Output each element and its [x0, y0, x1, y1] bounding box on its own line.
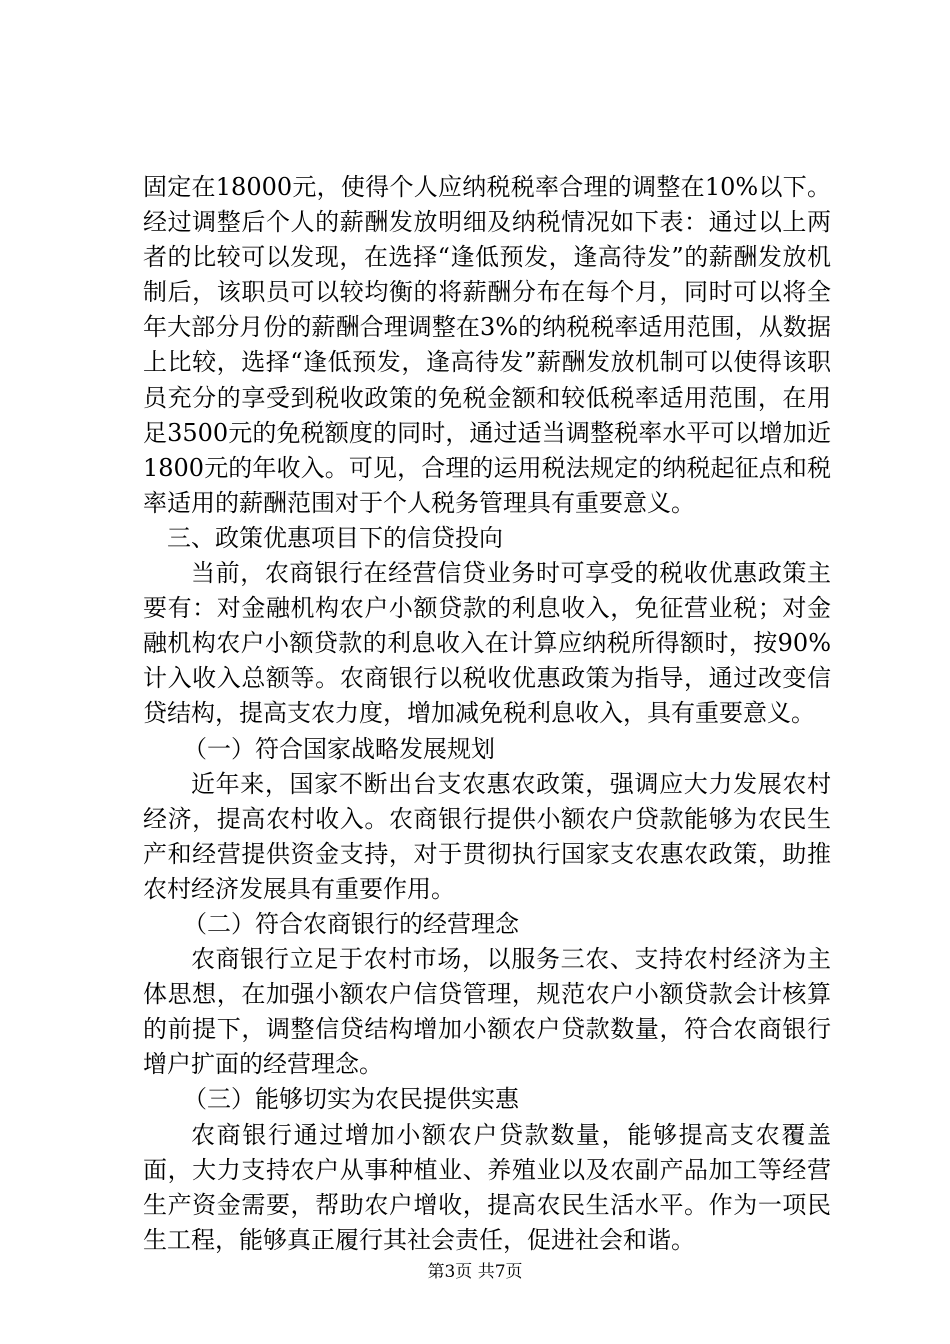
subheading-farmer-benefits: （三）能够切实为农民提供实惠	[183, 1085, 519, 1114]
page-number: 第3页 共7页	[427, 1262, 523, 1282]
subheading-national-strategy: （一）符合国家战略发展规划	[183, 734, 495, 763]
paragraph-salary-adjustment: 固定在18000元，使得个人应纳税税率合理的调整在10%以下。经过调整后个人的薪酬发放明细及纳税情况如下表：通过以上两者的比较可以发现，在选择“逢低预发，逢高待发”的薪酬发放机制后，该职员可以较均衡的将薪酬分布在每个月，同时可以将全年大部分月份的薪酬合理调整在3%的纳税税率适用范围，从数据上比较，选择“逢低预发，逢高待发”薪酬发放机制可以使得该职员充分的享受到税收政策的免税金额和较低税率适用范围，在用足3500元的免税额度的同时，通过适当调整税率水平可以增加近1800元的年收入。可见，合理的运用税法规定的纳税起征点和税率适用的薪酬范围对于个人税务管理具有重要意义。	[143, 173, 831, 517]
paragraph-tax-preferences: 当前，农商银行在经营信贷业务时可享受的税收优惠政策主要有：对金融机构农户小额贷款的利息收入，免征营业税；对金融机构农户小额贷款的利息收入在计算应纳税所得额时，按90%计入收入总额等。农商银行以税收优惠政策为指导，通过改变信贷结构，提高支农力度，增加减免税利息收入，具有重要意义。	[143, 559, 831, 728]
document-page	[143, 170, 831, 1258]
paragraph-business-philosophy: 农商银行立足于农村市场，以服务三农、支持农村经济为主体思想，在加强小额农户信贷管理，规范农户小额贷款会计核算的前提下，调整信贷结构增加小额农户贷款数量，符合农商银行增户扩面的经营理念。	[143, 945, 831, 1079]
section-heading-credit-allocation: 三、政策优惠项目下的信贷投向	[167, 523, 503, 552]
subheading-business-philosophy: （二）符合农商银行的经营理念	[183, 909, 519, 938]
page-footer	[0, 1262, 950, 1282]
paragraph-national-strategy: 近年来，国家不断出台支农惠农政策，强调应大力发展农村经济，提高农村收入。农商银行提供小额农户贷款能够为农民生产和经营提供资金支持，对于贯彻执行国家支农惠农政策，助推农村经济发展具有重要作用。	[143, 769, 831, 903]
paragraph-farmer-benefits: 农商银行通过增加小额农户贷款数量，能够提高支农覆盖面，大力支持农户从事种植业、养殖业以及农副产品加工等经营生产资金需要，帮助农户增收，提高农民生活水平。作为一项民生工程，能够真正履行其社会责任，促进社会和谐。	[143, 1120, 831, 1254]
